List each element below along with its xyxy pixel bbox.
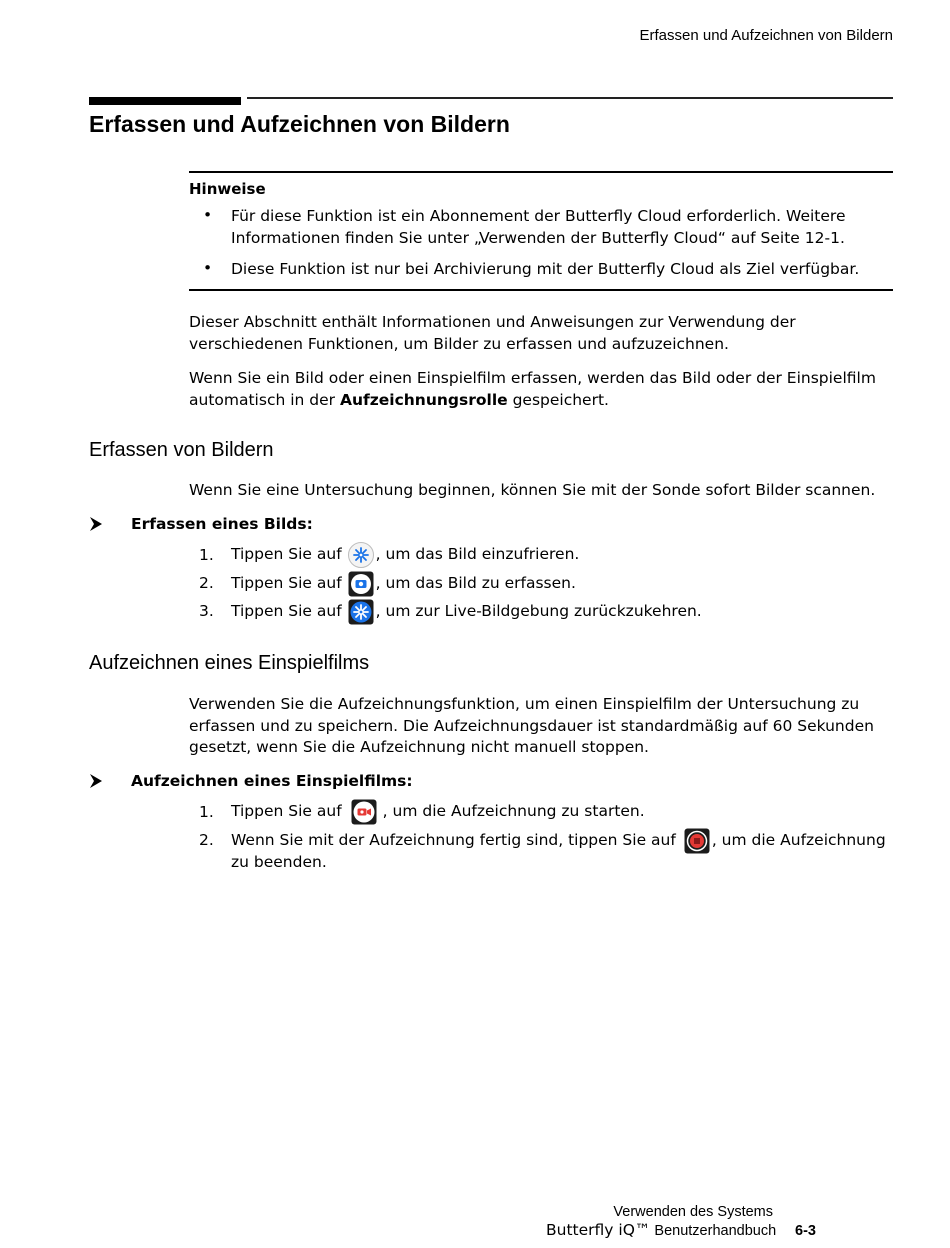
page-number: 6-3 [795,1223,816,1239]
notes-heading: Hinweise [189,180,266,198]
step-text: Tippen Sie auf [231,574,342,593]
record-icon [351,799,377,825]
step-number: 2. [199,831,214,849]
bullet-marker: • [203,259,213,277]
step-item [231,542,579,568]
section-intro: Wenn Sie eine Untersuchung beginnen, können Sie mit der Sonde sofort Bilder scannen. [189,481,876,499]
page-title: Erfassen und Aufzeichnen von Bildern [89,111,510,137]
step-number: 3. [199,602,214,620]
section-heading: Aufzeichnen eines Einspielfilms [89,652,370,674]
step-text: , um die Aufzeichnung zu starten. [382,802,645,821]
step-item [231,599,702,625]
step-item [231,799,645,825]
step-item [231,828,886,854]
step-text: Tippen Sie auf [231,602,342,621]
step-text: , um das Bild einzufrieren. [375,545,580,564]
step-number: 2. [199,574,214,592]
procedure-arrow-icon [89,517,103,531]
notes-top-rule [189,171,893,173]
step-number: 1. [199,803,214,821]
footer-title [546,1221,776,1239]
step-text: Tippen Sie auf [231,545,342,564]
step-text: , um die Aufzeichnung [711,831,886,850]
notes-bottom-rule [189,289,893,291]
running-header: Erfassen und Aufzeichnen von Bildern [639,27,893,44]
footer-doc: Benutzerhandbuch [650,1223,777,1239]
intro-paragraph-2 [189,368,893,411]
procedure-title: Erfassen eines Bilds: [131,515,313,533]
section-intro: Verwenden Sie die Aufzeichnungsfunktion, um einen Einspielfilm der Untersuchung zu erfassen und zu speichern. Die Aufzeichnungsdauer ist standardmäßig auf 60 Sekunden gesetzt, wenn Sie die Aufzeichnung nicht manuell stoppen. [189,695,874,756]
step-text: Wenn Sie mit der Aufzeichnung fertig sind, tippen Sie auf [231,831,676,850]
footer-product: Butterfly iQ™ [546,1221,651,1239]
unfreeze-icon [348,599,374,625]
bullet-marker: • [203,206,213,224]
step-text: Tippen Sie auf [231,802,342,821]
section-heading: Erfassen von Bildern [89,439,274,461]
step-number: 1. [199,546,214,564]
intro-text: Wenn Sie ein Bild oder einen Einspielfilm erfassen, werden das Bild oder der Einspielfilm automatisch in der [189,369,876,409]
procedure-arrow-icon [89,774,103,788]
header-rule-thick [89,97,241,105]
intro-emphasis: Aufzeichnungsrolle [339,390,508,409]
procedure-title: Aufzeichnen eines Einspielfilms: [131,772,413,790]
freeze-icon [348,542,374,568]
step-item [231,571,576,597]
note-item: Diese Funktion ist nur bei Archivierung mit der Butterfly Cloud als Ziel verfügbar. [231,260,860,278]
note-item: Für diese Funktion ist ein Abonnement der Butterfly Cloud erforderlich. Weitere Informationen finden Sie unter „Verwenden der Butterfly Cloud“ auf Seite 12-1. [231,207,846,247]
step-text: , um das Bild zu erfassen. [375,574,576,593]
step-text: , um zur Live-Bildgebung zurückzukehren. [375,602,702,621]
camera-icon [348,571,374,597]
intro-paragraph: Dieser Abschnitt enthält Informationen und Anweisungen zur Verwendung der verschiedenen Funktionen, um Bilder zu erfassen und aufzuzeichnen. [189,313,796,353]
footer-section: Verwenden des Systems [613,1204,773,1220]
stop-icon [684,828,710,854]
header-rule-thin [247,97,893,99]
intro-text: gespeichert. [507,390,609,409]
step-item-continuation: zu beenden. [231,853,327,871]
